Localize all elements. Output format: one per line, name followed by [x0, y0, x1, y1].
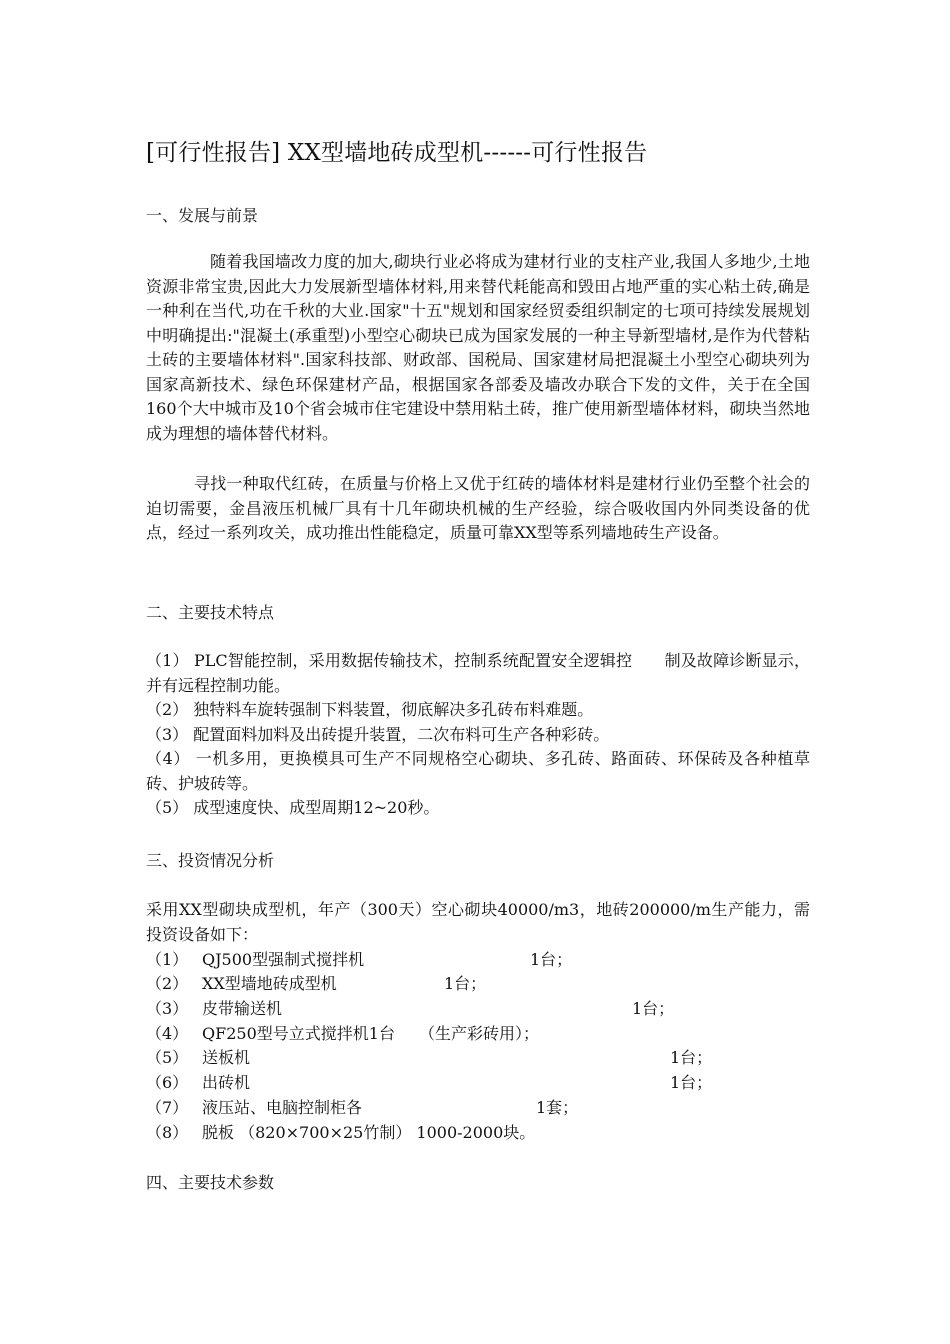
- equipment-number: （4）: [146, 1024, 189, 1043]
- equipment-name: 液压站、电脑控制柜各: [202, 1098, 363, 1117]
- list-item: [146, 747, 810, 796]
- list-item-text: PLC智能控制，采用数据传输技术，控制系统配置安全逻辑控 制及故障诊断显示，并有远程控制功能。: [146, 651, 810, 695]
- equipment-quantity: 1台；: [670, 1048, 713, 1067]
- list-item-number: （2）: [146, 700, 189, 719]
- list-item: [146, 698, 810, 723]
- equipment-number: （6）: [146, 1073, 189, 1092]
- list-item-number: （3）: [146, 724, 189, 744]
- paragraph-investment-intro: 采用XX型砌块成型机，年产（300天）空心砌块40000/m3，地砖200000/m生产能力，需投资设备如下：: [146, 900, 810, 944]
- paragraph-development-1: 随着我国墙改力度的加大,砌块行业必将成为建材行业的支柱产业,我国人多地少,土地资源非常宝贵,因此大力发展新型墙体材料,用来替代耗能高和毁田占地严重的实心粘土砖,确是一种利在当代,功在千秋的大业.国家"十五"规划和国家经贸委组织制定的七项可持续发展规划中明确提出:"混凝土(承重型)小型空心砌块已成为国家发展的一种主导新型墙材,是作为代替粘土砖的主要墙体材料".国家科技部、财政部、国税局、国家建材局把混凝土小型空心砌块列为国家高新技术、绿色环保建材产品，根据国家各部委及墙改办联合下发的文件，关于在全国160个大中城市及10个省会城市住宅建设中禁用粘土砖，推广使用新型墙体材料，砌块当然地成为理想的墙体替代材料。: [146, 252, 810, 443]
- list-item-number: （5）: [146, 798, 189, 817]
- section-heading-tech-params: 四、主要技术参数: [146, 1173, 275, 1192]
- equipment-item: [146, 996, 675, 1019]
- section-heading-investment: 三、投资情况分析: [146, 851, 275, 870]
- equipment-number: （8）: [146, 1123, 189, 1142]
- equipment-name: 脱板 （820×700×25竹制） 1000-2000块。: [202, 1123, 536, 1142]
- equipment-item: [146, 1070, 713, 1093]
- equipment-number: （2）: [146, 974, 189, 993]
- equipment-quantity: 1台；: [632, 999, 675, 1018]
- list-item-text: 独特料车旋转强制下料装置，彻底解决多孔砖布料难题。: [193, 700, 594, 719]
- list-item-text: 配置面料加料及出砖提升装置，二次布料可生产各种彩砖。: [193, 724, 610, 744]
- equipment-name: QF250型号立式搅拌机1台 （生产彩砖用）；: [202, 1024, 539, 1043]
- equipment-number: （5）: [146, 1048, 189, 1067]
- section-heading-development: 一、发展与前景: [146, 206, 259, 225]
- equipment-item: [146, 947, 573, 970]
- tech-feature-list: [146, 649, 810, 821]
- equipment-number: （7）: [146, 1098, 189, 1117]
- equipment-name: XX型墙地砖成型机: [202, 974, 337, 993]
- list-item: [146, 723, 810, 748]
- equipment-item: [146, 1095, 579, 1118]
- equipment-name: 皮带输送机: [202, 999, 283, 1018]
- equipment-name: QJ500型强制式搅拌机: [202, 950, 365, 969]
- document-title: [可行性报告] XX型墙地砖成型机------可行性报告: [146, 140, 648, 166]
- list-item-number: （1）: [146, 651, 189, 670]
- equipment-quantity: 1台；: [670, 1073, 713, 1092]
- equipment-quantity: 1台；: [444, 974, 487, 993]
- list-item: [146, 796, 810, 821]
- equipment-quantity: 1套；: [536, 1098, 579, 1117]
- equipment-number: （1）: [146, 950, 189, 969]
- paragraph-development-2: 寻找一种取代红砖，在质量与价格上又优于红砖的墙体材料是建材行业仍至整个社会的迫切需要，金昌液压机械厂具有十几年砌块机械的生产经验，综合吸收国内外同类设备的优点，经过一系列攻关，成功推出性能稳定，质量可靠XX型等系列墙地砖生产设备。: [146, 474, 810, 542]
- equipment-item: [146, 1021, 539, 1044]
- equipment-quantity: 1台；: [530, 950, 573, 969]
- list-item-text: 一机多用，更换模具可生产不同规格空心砌块、多孔砖、路面砖、环保砖及各种植草砖、护坡砖等。: [146, 749, 810, 793]
- equipment-item: [146, 1120, 535, 1143]
- section-heading-tech-features: 二、主要技术特点: [146, 603, 275, 622]
- equipment-item: [146, 971, 487, 994]
- equipment-name: 出砖机: [202, 1073, 251, 1092]
- list-item-number: （4）: [146, 749, 191, 768]
- equipment-number: （3）: [146, 999, 189, 1018]
- list-item: [146, 649, 810, 698]
- equipment-item: [146, 1045, 713, 1068]
- list-item-text: 成型速度快、成型周期12~20秒。: [193, 798, 440, 817]
- equipment-name: 送板机: [202, 1048, 251, 1067]
